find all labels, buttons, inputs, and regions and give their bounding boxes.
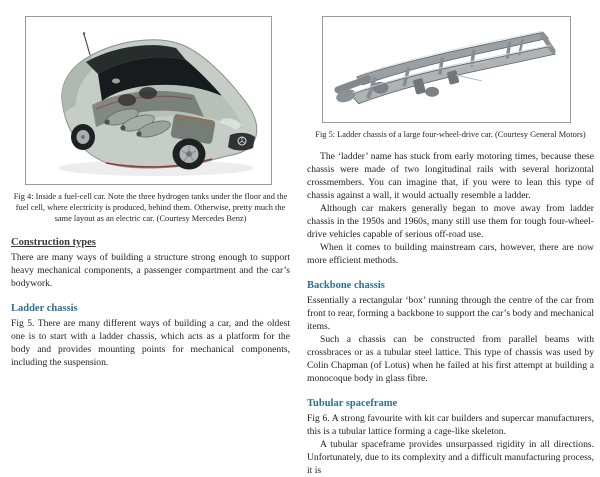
paragraph-ladder-name: The ‘ladder’ name has stuck from early motoring times, because these chassis were made of two longitudinal rails with several horizontal crossmembers. You can imagine that, if you were to lean this type of chassis against a wall, it would actually resemble a ladder. [307,150,594,201]
heading-tubular-spaceframe: Tubular spaceframe [307,397,398,409]
paragraph-construction-types: There are many ways of building a structure strong enough to support heavy mechanical components, a passenger compartment and the car’s bodywork. [11,252,290,290]
ladder-chassis-image [323,17,570,122]
heading-construction-types: Construction types [11,237,96,249]
heading-backbone-chassis: Backbone chassis [307,279,385,291]
fuel-cell-car-image [26,17,271,184]
figure-4-frame [25,16,272,185]
left-column [11,0,290,369]
heading-ladder-chassis: Ladder chassis [11,303,78,315]
paragraph-spaceframe-intro: Fig 6. A strong favourite with kit car builders and supercar manufacturers, this is a tubular lattice forming a cage-like skeleton. [307,412,594,437]
figure-5-frame [322,16,571,123]
paragraph-backbone-intro: Essentially a rectangular ‘box’ running through the centre of the car from front to rear, forming a backbone to support the car’s body and mechanical items. [307,294,594,332]
paragraph-backbone-construction: Such a chassis can be constructed from parallel beams with crossbraces or as a tubular steel lattice. This type of chassis was used by Colin Chapman (of Lotus) when he failed at his first attempt at building a monocoque body in glass fibre. [307,333,594,384]
paragraph-ladder-history: Although car makers generally began to move away from ladder chassis in the 1950s and 1960s, many still use them for tough four-wheel-drive vehicles capable of serious off-road use. [307,202,594,240]
figure-4-caption: Fig 4: Inside a fuel-cell car. Note the three hydrogen tanks under the floor and the fuel cell, where electricity is produced, behind them. Otherwise, pretty much the same layout as an electric car. (Courtesy Mercedes Benz) [13,192,288,223]
figure-5-caption: Fig 5: Ladder chassis of a large four-wheel-drive car. (Courtesy General Motors) [315,130,586,139]
paragraph-spaceframe-rigidity: A tubular spaceframe provides unsurpassed rigidity in all directions. Unfortunately, due to its complexity and a difficult manufacturing process, it is [307,438,594,476]
paragraph-efficient-methods: When it comes to building mainstream cars, however, there are now more efficient methods. [307,241,594,266]
paragraph-ladder-chassis: Fig 5. There are many different ways of building a car, and the oldest one is to start with a ladder chassis, which acts as a platform for the body and provides mounting points for mechanical components, including the suspension. [11,318,290,369]
right-column [307,0,594,477]
